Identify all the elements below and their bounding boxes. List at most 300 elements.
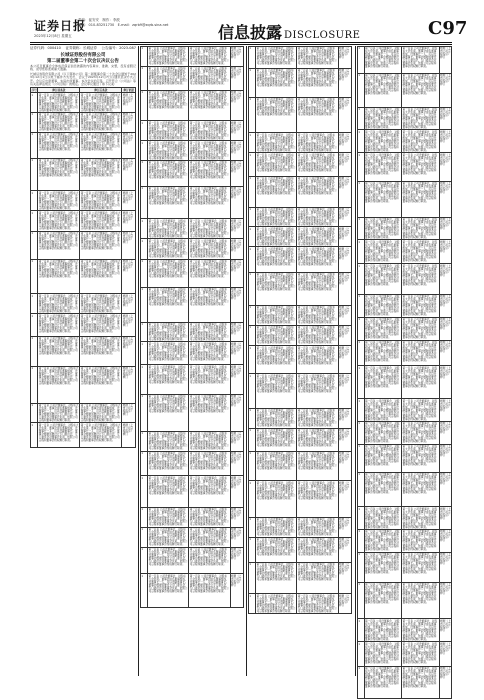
- table-row: [249, 346, 352, 374]
- column-3: [248, 46, 352, 686]
- after-cell: 第一百条 公司设董事会，对股东大会负责。董事会由名董事组成，设董事长一人，可以设副董事长。董事会根据需要设立专门委员会，专门委员会对董事会负责，依照公司章程和董事会授权履行职责。: [297, 325, 337, 344]
- row-number-cell: 1: [141, 66, 148, 90]
- after-cell: 第一百条 公司设董事会，对股东大会负责。董事会由名董事组成，设董事长一人，可以设副董事长。董事会根据需要设立专门委员会，专门委员会对董事会负责，依照公司章程和董事会授权履行职责。: [189, 219, 229, 238]
- table-row: [358, 552, 452, 582]
- basis-cell: 根据《上市公司章程指引》修订: [439, 264, 451, 295]
- stock-info: 证券代码：000410 证券简称：长城证券 公告编号：2023-087: [30, 46, 136, 50]
- after-cell: 第一百条 公司设董事会，对股东大会负责。董事会由名董事组成，设董事长一人，可以设副董事长。董事会根据需要设立专门委员会，专门委员会对董事会负责，依照公司章程和董事会授权履行职责。: [402, 642, 440, 667]
- after-cell: 第一百条 公司设董事会，对股东大会负责。董事会由名董事组成，设董事长一人，可以设副董事长。董事会根据需要设立专门委员会，专门委员会对董事会负责，依照公司章程和董事会授权履行职责。: [402, 295, 440, 318]
- after-cell: 第一百条 公司设董事会，对股东大会负责。董事会由名董事组成，设董事长一人，可以设副董事长。董事会根据需要设立专门委员会，专门委员会对董事会负责，依照公司章程和董事会授权履行职责。: [297, 428, 338, 451]
- table-row: [249, 451, 352, 481]
- basis-cell: 根据《上市公司章程指引》修订: [338, 325, 351, 346]
- header-rule: [30, 42, 452, 43]
- row-number-cell: 1: [31, 191, 38, 211]
- table-row: [358, 472, 452, 507]
- before-cell: 第一百条 公司设董事会，对股东大会负责。董事会由名董事组成，设董事长一人，可以设副董事长。董事会根据需要设立专门委员会，专门委员会对董事会负责，依照公司章程和董事会授权履行职责。: [364, 240, 402, 264]
- after-cell: 第一百条 公司设董事会，对股东大会负责。董事会由名董事组成，设董事长一人，可以设副董事长。董事会根据需要设立专门委员会，专门委员会对董事会负责，依照公司章程和董事会授权履行职责。: [189, 141, 229, 160]
- basis-cell: 根据《上市公司章程指引》修订: [439, 73, 451, 107]
- table-row: [249, 325, 352, 346]
- basis-cell: 根据《上市公司章程指引》修订: [338, 97, 351, 133]
- column-4: [357, 46, 452, 689]
- basis-cell: 根据《上市公司章程指引》修订: [230, 547, 243, 574]
- basis-cell: 根据《上市公司章程指引》修订: [230, 160, 243, 186]
- col-header-before: 修订前条款: [38, 88, 80, 93]
- row-number-cell: 1: [249, 207, 256, 227]
- after-cell: 第一百条 公司设董事会，对股东大会负责。董事会由名董事组成，设董事长一人，可以设副董事长。董事会根据需要设立专门委员会，专门委员会对董事会负责，依照公司章程和董事会授权履行职责。: [402, 153, 440, 182]
- col-header-after: 修订后条款: [80, 88, 122, 93]
- row-number-cell: 1: [249, 325, 256, 346]
- before-cell: 第一百条 公司设董事会，对股东大会负责。董事会由名董事组成，设董事长一人，可以设副董事长。董事会根据需要设立专门委员会，专门委员会对董事会负责，依照公司章程和董事会授权履行职责。: [364, 107, 402, 130]
- after-cell: 第一百条 公司设董事会，对股东大会负责。董事会由名董事组成，设董事长一人，可以设副董事长。董事会根据需要设立专门委员会，专门委员会对董事会负责，依照公司章程和董事会授权履行职责。: [80, 132, 122, 158]
- row-number-cell: 1: [141, 141, 148, 161]
- table-row: [31, 423, 136, 448]
- basis-cell: 根据《上市公司章程指引》修订: [122, 294, 136, 314]
- after-cell: 第一百条 公司设董事会，对股东大会负责。董事会由名董事组成，设董事长一人，可以设副董事长。董事会根据需要设立专门委员会，专门委员会对董事会负责，依照公司章程和董事会授权履行职责。: [297, 47, 338, 69]
- row-number-cell: 1: [249, 562, 256, 594]
- before-cell: 第一百条 公司设董事会，对股东大会负责。董事会由名董事组成，设董事长一人，可以设副董事长。董事会根据需要设立专门委员会，专门委员会对董事会负责，依照公司章程和董事会授权履行职责。: [256, 518, 296, 537]
- table-row: [358, 619, 452, 642]
- table-row: [141, 322, 244, 342]
- table-row: [141, 394, 244, 431]
- basis-cell: 根据《上市公司章程指引》修订: [122, 158, 136, 191]
- before-cell: 第一百条 公司设董事会，对股东大会负责。董事会由名董事组成，设董事长一人，可以设副董事长。董事会根据需要设立专门委员会，专门委员会对董事会负责，依照公司章程和董事会授权履行职责。: [256, 481, 297, 518]
- basis-cell: 根据《上市公司章程指引》修订: [338, 47, 351, 69]
- row-number-cell: 1: [249, 305, 256, 325]
- row-number-cell: 1: [249, 537, 256, 562]
- after-cell: 第一百条 公司设董事会，对股东大会负责。董事会由名董事组成，设董事长一人，可以设副董事长。董事会根据需要设立专门委员会，专门委员会对董事会负责，依照公司章程和董事会授权履行职责。: [80, 337, 122, 367]
- table-row: [249, 273, 352, 306]
- before-cell: 第一百条 公司设董事会，对股东大会负责。董事会由名董事组成，设董事长一人，可以设副董事长。董事会根据需要设立专门委员会，专门委员会对董事会负责，依照公司章程和董事会授权履行职责。: [364, 421, 402, 444]
- after-cell: 第一百条 公司设董事会，对股东大会负责。董事会由名董事组成，设董事长一人，可以设副董事长。董事会根据需要设立专门委员会，专门委员会对董事会负责，依照公司章程和董事会授权履行职责。: [297, 208, 337, 227]
- after-cell: 第一百条 公司设董事会，对股东大会负责。董事会由名董事组成，设董事长一人，可以设副董事长。董事会根据需要设立专门委员会，专门委员会对董事会负责，依照公司章程和董事会授权履行职责。: [80, 259, 122, 294]
- row-number-cell: 1: [249, 594, 256, 614]
- row-number-cell: 1: [249, 408, 256, 428]
- row-number-cell: 1: [358, 421, 365, 444]
- row-number-cell: 1: [249, 451, 256, 481]
- before-cell: 第一百条 公司设董事会，对股东大会负责。董事会由名董事组成，设董事长一人，可以设副董事长。董事会根据需要设立专门委员会，专门委员会对董事会负责，依照公司章程和董事会授权履行职责。: [256, 68, 297, 97]
- before-cell: 第一百条 公司设董事会，对股东大会负责。董事会由名董事组成，设董事长一人，可以设副董事长。董事会根据需要设立专门委员会，专门委员会对董事会负责，依照公司章程和董事会授权履行职责。: [148, 121, 188, 140]
- table-row: [31, 211, 136, 232]
- before-cell: 第一百条 公司设董事会，对股东大会负责。董事会由名董事组成，设董事长一人，可以设副董事长。董事会根据需要设立专门委员会，专门委员会对董事会负责，依照公司章程和董事会授权履行职责。: [364, 507, 402, 530]
- after-cell: 第一百条 公司设董事会，对股东大会负责。董事会由名董事组成，设董事长一人，可以设副董事长。董事会根据需要设立专门委员会，专门委员会对董事会负责，依照公司章程和董事会授权履行职责。: [189, 394, 230, 431]
- after-cell: 第一百条 公司设董事会，对股东大会负责。董事会由名董事组成，设董事长一人，可以设副董事长。董事会根据需要设立专门委员会，专门委员会对董事会负责，依照公司章程和董事会授权履行职责。: [297, 227, 337, 246]
- editor-info: [78, 18, 168, 28]
- basis-cell: 根据《上市公司章程指引》修订: [230, 322, 243, 342]
- table-row: [31, 337, 136, 367]
- basis-cell: 根据《上市公司章程指引》修订: [230, 141, 243, 161]
- table-row: [249, 227, 352, 247]
- basis-cell: 根据《上市公司章程指引》修订: [230, 219, 243, 239]
- basis-cell: 根据《上市公司章程指引》修订: [338, 227, 351, 247]
- basis-cell: 根据《上市公司章程指引》修订: [338, 176, 351, 207]
- basis-cell: 根据《上市公司章程指引》修订: [439, 582, 451, 619]
- after-cell: 第一百条 公司设董事会，对股东大会负责。董事会由名董事组成，设董事长一人，可以设副董事长。董事会根据需要设立专门委员会，专门委员会对董事会负责，依照公司章程和董事会授权履行职责。: [297, 68, 338, 97]
- basis-cell: 根据《上市公司章程指引》修订: [230, 260, 243, 288]
- before-cell: 第一百条 公司设董事会，对股东大会负责。董事会由名董事组成，设董事长一人，可以设副董事长。董事会根据需要设立专门委员会，专门委员会对董事会负责，依照公司章程和董事会授权履行职责。: [38, 403, 79, 422]
- basis-cell: 根据《上市公司章程指引》修订: [230, 451, 243, 476]
- table-row: [31, 93, 136, 113]
- before-cell: 第一百条 公司设董事会，对股东大会负责。董事会由名董事组成，设董事长一人，可以设副董事长。董事会根据需要设立专门委员会，专门委员会对董事会负责，依照公司章程和董事会授权履行职责。: [256, 97, 297, 133]
- row-number-cell: 1: [358, 642, 365, 667]
- after-cell: 第一百条 公司设董事会，对股东大会负责。董事会由名董事组成，设董事长一人，可以设副董事长。董事会根据需要设立专门委员会，专门委员会对董事会负责，依照公司章程和董事会授权履行职责。: [189, 186, 230, 219]
- before-cell: 第一百条 公司设董事会，对股东大会负责。董事会由名董事组成，设董事长一人，可以设副董事长。董事会根据需要设立专门委员会，专门委员会对董事会负责，依照公司章程和董事会授权履行职责。: [364, 340, 402, 366]
- before-cell: 第一百条 公司设董事会，对股东大会负责。董事会由名董事组成，设董事长一人，可以设副董事长。董事会根据需要设立专门委员会，专门委员会对董事会负责，依照公司章程和董事会授权履行职责。: [148, 239, 188, 258]
- basis-cell: 根据《上市公司章程指引》修订: [338, 451, 351, 481]
- table-row: [141, 160, 244, 186]
- after-cell: 第一百条 公司设董事会，对股东大会负责。董事会由名董事组成，设董事长一人，可以设副董事长。董事会根据需要设立专门委员会，专门委员会对董事会负责，依照公司章程和董事会授权履行职责。: [402, 552, 440, 582]
- row-number-cell: 1: [141, 365, 148, 395]
- table-row: [141, 574, 244, 608]
- row-number-cell: 1: [141, 476, 148, 508]
- after-cell: 第一百条 公司设董事会，对股东大会负责。董事会由名董事组成，设董事长一人，可以设副董事长。董事会根据需要设立专门委员会，专门委员会对董事会负责，依照公司章程和董事会授权履行职责。: [402, 107, 440, 130]
- notice-intro: 本公司及董事会全体成员保证信息披露的内容真实、准确、完整，没有虚假记载、误导性陈述或重大遗漏。: [30, 64, 136, 72]
- row-number-cell: 1: [31, 366, 38, 403]
- table-row: [141, 186, 244, 219]
- table-row: [358, 295, 452, 318]
- after-cell: 第一百条 公司设董事会，对股东大会负责。董事会由名董事组成，设董事长一人，可以设副董事长。董事会根据需要设立专门委员会，专门委员会对董事会负责，依照公司章程和董事会授权履行职责。: [189, 322, 229, 341]
- after-cell: 第一百条 公司设董事会，对股东大会负责。董事会由名董事组成，设董事长一人，可以设副董事长。董事会根据需要设立专门委员会，专门委员会对董事会负责，依照公司章程和董事会授权履行职责。: [80, 93, 121, 112]
- after-cell: 第一百条 公司设董事会，对股东大会负责。董事会由名董事组成，设董事长一人，可以设副董事长。董事会根据需要设立专门委员会，专门委员会对董事会负责，依照公司章程和董事会授权履行职责。: [297, 346, 338, 374]
- after-cell: 第一百条 公司设董事会，对股东大会负责。董事会由名董事组成，设董事长一人，可以设副董事长。董事会根据需要设立专门委员会，专门委员会对董事会负责，依照公司章程和董事会授权履行职责。: [189, 574, 230, 608]
- table-row: [358, 240, 452, 264]
- basis-cell: 根据《上市公司章程指引》修订: [439, 130, 451, 153]
- before-cell: 第一百条 公司设董事会，对股东大会负责。董事会由名董事组成，设董事长一人，可以设副董事长。董事会根据需要设立专门委员会，专门委员会对董事会负责，依照公司章程和董事会授权履行职责。: [256, 325, 296, 344]
- table-body: [249, 47, 352, 614]
- row-number-cell: 1: [249, 273, 256, 306]
- before-cell: 第一百条 公司设董事会，对股东大会负责。董事会由名董事组成，设董事长一人，可以设副董事长。董事会根据需要设立专门委员会，专门委员会对董事会负责，依照公司章程和董事会授权履行职责。: [364, 619, 402, 642]
- table-body: [358, 47, 452, 699]
- before-cell: 第一百条 公司设董事会，对股东大会负责。董事会由名董事组成，设董事长一人，可以设副董事长。董事会根据需要设立专门委员会，专门委员会对董事会负责，依照公司章程和董事会授权履行职责。: [364, 582, 402, 619]
- basis-cell: 根据《上市公司章程指引》修订: [230, 476, 243, 508]
- before-cell: 第一百条 公司设董事会，对股东大会负责。董事会由名董事组成，设董事长一人，可以设副董事长。董事会根据需要设立专门委员会，专门委员会对董事会负责，依照公司章程和董事会授权履行职责。: [256, 594, 296, 613]
- basis-cell: 根据《上市公司章程指引》修订: [338, 153, 351, 177]
- after-cell: 第一百条 公司设董事会，对股东大会负责。董事会由名董事组成，设董事长一人，可以设副董事长。董事会根据需要设立专门委员会，专门委员会对董事会负责，依照公司章程和董事会授权履行职责。: [189, 287, 230, 322]
- basis-cell: 根据《上市公司章程指引》修订: [122, 403, 136, 423]
- basis-cell: 根据《上市公司章程指引》修订: [439, 472, 451, 507]
- row-number-cell: 1: [358, 317, 365, 340]
- after-cell: 第一百条 公司设董事会，对股东大会负责。董事会由名董事组成，设董事长一人，可以设副董事长。董事会根据需要设立专门委员会，专门委员会对董事会负责，依照公司章程和董事会授权履行职责。: [80, 211, 121, 230]
- after-cell: 第一百条 公司设董事会，对股东大会负责。董事会由名董事组成，设董事长一人，可以设副董事长。董事会根据需要设立专门委员会，专门委员会对董事会负责，依照公司章程和董事会授权履行职责。: [297, 481, 338, 518]
- after-cell: 第一百条 公司设董事会，对股东大会负责。董事会由名董事组成，设董事长一人，可以设副董事长。董事会根据需要设立专门委员会，专门委员会对董事会负责，依照公司章程和董事会授权履行职责。: [189, 66, 230, 90]
- basis-cell: 根据《上市公司章程指引》修订: [439, 507, 451, 530]
- table-row: [141, 547, 244, 574]
- before-cell: 第一百条 公司设董事会，对股东大会负责。董事会由名董事组成，设董事长一人，可以设副董事长。董事会根据需要设立专门委员会，专门委员会对董事会负责，依照公司章程和董事会授权履行职责。: [364, 181, 402, 217]
- before-cell: 第一百条 公司设董事会，对股东大会负责。董事会由名董事组成，设董事长一人，可以设副董事长。董事会根据需要设立专门委员会，专门委员会对董事会负责，依照公司章程和董事会授权履行职责。: [148, 160, 189, 186]
- after-cell: 第一百条 公司设董事会，对股东大会负责。董事会由名董事组成，设董事长一人，可以设副董事长。董事会根据需要设立专门委员会，专门委员会对董事会负责，依照公司章程和董事会授权履行职责。: [189, 239, 229, 258]
- basis-cell: 根据《上市公司章程指引》修订: [122, 191, 136, 211]
- table-row: [249, 594, 352, 614]
- row-number-cell: 1: [249, 518, 256, 538]
- row-number-cell: 1: [249, 133, 256, 153]
- basis-cell: 根据《上市公司章程指引》修订: [230, 508, 243, 528]
- before-cell: 第一百条 公司设董事会，对股东大会负责。董事会由名董事组成，设董事长一人，可以设副董事长。董事会根据需要设立专门委员会，专门委员会对董事会负责，依照公司章程和董事会授权履行职责。: [148, 574, 189, 608]
- after-cell: 第一百条 公司设董事会，对股东大会负责。董事会由名董事组成，设董事长一人，可以设副董事长。董事会根据需要设立专门委员会，专门委员会对董事会负责，依照公司章程和董事会授权履行职责。: [189, 342, 230, 365]
- after-cell: 第一百条 公司设董事会，对股东大会负责。董事会由名董事组成，设董事长一人，可以设副董事长。董事会根据需要设立专门委员会，专门委员会对董事会负责，依照公司章程和董事会授权履行职责。: [80, 403, 121, 422]
- after-cell: 第一百条 公司设董事会，对股东大会负责。董事会由名董事组成，设董事长一人，可以设副董事长。董事会根据需要设立专门委员会，专门委员会对董事会负责，依照公司章程和董事会授权履行职责。: [189, 432, 229, 451]
- after-cell: 第一百条 公司设董事会，对股东大会负责。董事会由名董事组成，设董事长一人，可以设副董事长。董事会根据需要设立专门委员会，专门委员会对董事会负责，依照公司章程和董事会授权履行职责。: [297, 97, 338, 133]
- basis-cell: 根据《上市公司章程指引》修订: [439, 47, 451, 74]
- before-cell: 第一百条 公司设董事会，对股东大会负责。董事会由名董事组成，设董事长一人，可以设副董事长。董事会根据需要设立专门委员会，专门委员会对董事会负责，依照公司章程和董事会授权履行职责。: [38, 294, 79, 313]
- row-number-cell: 1: [249, 47, 256, 69]
- table-row: [358, 73, 452, 107]
- after-cell: 第一百条 公司设董事会，对股东大会负责。董事会由名董事组成，设董事长一人，可以设副董事长。董事会根据需要设立专门委员会，专门委员会对董事会负责，依照公司章程和董事会授权履行职责。: [189, 476, 230, 508]
- before-cell: 第一百条 公司设董事会，对股东大会负责。董事会由名董事组成，设董事长一人，可以设副董事长。董事会根据需要设立专门委员会，专门委员会对董事会负责，依照公司章程和董事会授权履行职责。: [148, 219, 188, 238]
- after-cell: 第一百条 公司设董事会，对股东大会负责。董事会由名董事组成，设董事长一人，可以设副董事长。董事会根据需要设立专门委员会，专门委员会对董事会负责，依照公司章程和董事会授权履行职责。: [189, 547, 230, 574]
- before-cell: 第一百条 公司设董事会，对股东大会负责。董事会由名董事组成，设董事长一人，可以设副董事长。董事会根据需要设立专门委员会，专门委员会对董事会负责，依照公司章程和董事会授权履行职责。: [148, 365, 189, 395]
- table-row: [358, 642, 452, 667]
- masthead: [0, 0, 484, 46]
- before-cell: 第一百条 公司设董事会，对股东大会负责。董事会由名董事组成，设董事长一人，可以设副董事长。董事会根据需要设立专门委员会，专门委员会对董事会负责，依照公司章程和董事会授权履行职责。: [148, 66, 189, 90]
- row-number-cell: 1: [358, 507, 365, 530]
- after-cell: 第一百条 公司设董事会，对股东大会负责。董事会由名董事组成，设董事长一人，可以设副董事长。董事会根据需要设立专门委员会，专门委员会对董事会负责，依照公司章程和董事会授权履行职责。: [80, 191, 121, 210]
- before-cell: 第一百条 公司设董事会，对股东大会负责。董事会由名董事组成，设董事长一人，可以设副董事长。董事会根据需要设立专门委员会，专门委员会对董事会负责，依照公司章程和董事会授权履行职责。: [256, 227, 296, 246]
- table-row: [249, 133, 352, 153]
- row-number-cell: 1: [249, 481, 256, 518]
- before-cell: 第一百条 公司设董事会，对股东大会负责。董事会由名董事组成，设董事长一人，可以设副董事长。董事会根据需要设立专门委员会，专门委员会对董事会负责，依照公司章程和董事会授权履行职责。: [38, 132, 80, 158]
- before-cell: 第一百条 公司设董事会，对股东大会负责。董事会由名董事组成，设董事长一人，可以设副董事长。董事会根据需要设立专门委员会，专门委员会对董事会负责，依照公司章程和董事会授权履行职责。: [256, 247, 297, 273]
- after-cell: 第一百条 公司设董事会，对股东大会负责。董事会由名董事组成，设董事长一人，可以设副董事长。董事会根据需要设立专门委员会，专门委员会对董事会负责，依照公司章程和董事会授权履行职责。: [402, 666, 440, 698]
- before-cell: 第一百条 公司设董事会，对股东大会负责。董事会由名董事组成，设董事长一人，可以设副董事长。董事会根据需要设立专门委员会，专门委员会对董事会负责，依照公司章程和董事会授权履行职责。: [364, 73, 402, 107]
- before-cell: 第一百条 公司设董事会，对股东大会负责。董事会由名董事组成，设董事长一人，可以设副董事长。董事会根据需要设立专门委员会，专门委员会对董事会负责，依照公司章程和董事会授权履行职责。: [38, 211, 79, 230]
- before-cell: 第一百条 公司设董事会，对股东大会负责。董事会由名董事组成，设董事长一人，可以设副董事长。董事会根据需要设立专门委员会，专门委员会对董事会负责，依照公司章程和董事会授权履行职责。: [148, 547, 189, 574]
- table-row: [249, 562, 352, 594]
- basis-cell: 根据《上市公司章程指引》修订: [122, 423, 136, 448]
- basis-cell: 根据《上市公司章程指引》修订: [230, 342, 243, 365]
- row-number-cell: 1: [141, 239, 148, 260]
- basis-cell: 根据《上市公司章程指引》修订: [439, 444, 451, 472]
- before-cell: 第一百条 公司设董事会，对股东大会负责。董事会由名董事组成，设董事长一人，可以设副董事长。董事会根据需要设立专门委员会，专门委员会对董事会负责，依照公司章程和董事会授权履行职责。: [364, 530, 402, 553]
- row-number-cell: 1: [249, 247, 256, 273]
- before-cell: 第一百条 公司设董事会，对股东大会负责。董事会由名董事组成，设董事长一人，可以设副董事长。董事会根据需要设立专门委员会，专门委员会对董事会负责，依照公司章程和董事会授权履行职责。: [364, 217, 402, 240]
- table-row: [358, 47, 452, 74]
- editor-line: 责编：崔安安 制作：李波: [78, 18, 120, 22]
- basis-cell: 根据《上市公司章程指引》修订: [338, 247, 351, 273]
- company-name: 长城证券股份有限公司: [60, 53, 106, 58]
- row-number-cell: 1: [141, 47, 148, 67]
- table-row: [358, 399, 452, 422]
- after-cell: 第一百条 公司设董事会，对股东大会负责。董事会由名董事组成，设董事长一人，可以设副董事长。董事会根据需要设立专门委员会，专门委员会对董事会负责，依照公司章程和董事会授权履行职责。: [297, 306, 337, 325]
- row-number-cell: 1: [141, 219, 148, 239]
- before-cell: 第一百条 公司设董事会，对股东大会负责。董事会由名董事组成，设董事长一人，可以设副董事长。董事会根据需要设立专门委员会，专门委员会对董事会负责，依照公司章程和董事会授权履行职责。: [256, 562, 297, 594]
- basis-cell: 根据《上市公司章程指引》修订: [439, 317, 451, 340]
- table-row: [358, 153, 452, 182]
- after-cell: 第一百条 公司设董事会，对股东大会负责。董事会由名董事组成，设董事长一人，可以设副董事长。董事会根据需要设立专门委员会，专门委员会对董事会负责，依照公司章程和董事会授权履行职责。: [402, 507, 440, 530]
- table-row: [249, 305, 352, 325]
- after-cell: 第一百条 公司设董事会，对股东大会负责。董事会由名董事组成，设董事长一人，可以设副董事长。董事会根据需要设立专门委员会，专门委员会对董事会负责，依照公司章程和董事会授权履行职责。: [297, 247, 338, 273]
- after-cell: 第一百条 公司设董事会，对股东大会负责。董事会由名董事组成，设董事长一人，可以设副董事长。董事会根据需要设立专门委员会，专门委员会对董事会负责，依照公司章程和董事会授权履行职责。: [189, 451, 230, 476]
- header-rule-thin: [30, 44, 452, 45]
- row-number-cell: 1: [358, 107, 365, 130]
- basis-cell: 根据《上市公司章程指引》修订: [230, 47, 243, 67]
- after-cell: 第一百条 公司设董事会，对股东大会负责。董事会由名董事组成，设董事长一人，可以设副董事长。董事会根据需要设立专门委员会，专门委员会对董事会负责，依照公司章程和董事会授权履行职责。: [402, 73, 440, 107]
- basis-cell: 根据《上市公司章程指引》修订: [122, 132, 136, 158]
- row-number-cell: 1: [358, 73, 365, 107]
- after-cell: 第一百条 公司设董事会，对股东大会负责。董事会由名董事组成，设董事长一人，可以设副董事长。董事会根据需要设立专门委员会，专门委员会对董事会负责，依照公司章程和董事会授权履行职责。: [402, 421, 440, 444]
- after-cell: 第一百条 公司设董事会，对股东大会负责。董事会由名董事组成，设董事长一人，可以设副董事长。董事会根据需要设立专门委员会，专门委员会对董事会负责，依照公司章程和董事会授权履行职责。: [402, 317, 440, 340]
- table-row: [249, 518, 352, 538]
- table-row: [141, 47, 244, 67]
- row-number-cell: 1: [31, 314, 38, 337]
- after-cell: 第一百条 公司设董事会，对股东大会负责。董事会由名董事组成，设董事长一人，可以设副董事长。董事会根据需要设立专门委员会，专门委员会对董事会负责，依照公司章程和董事会授权履行职责。: [402, 130, 440, 153]
- before-cell: 第一百条 公司设董事会，对股东大会负责。董事会由名董事组成，设董事长一人，可以设副董事长。董事会根据需要设立专门委员会，专门委员会对董事会负责，依照公司章程和董事会授权履行职责。: [148, 476, 189, 508]
- basis-cell: 根据《上市公司章程指引》修订: [439, 642, 451, 667]
- row-number-cell: 1: [358, 399, 365, 422]
- after-cell: 第一百条 公司设董事会，对股东大会负责。董事会由名董事组成，设董事长一人，可以设副董事长。董事会根据需要设立专门委员会，专门委员会对董事会负责，依照公司章程和董事会授权履行职责。: [402, 217, 440, 240]
- table-row: [31, 231, 136, 259]
- basis-cell: 根据《上市公司章程指引》修订: [122, 231, 136, 259]
- row-number-cell: 1: [31, 403, 38, 423]
- basis-cell: 根据《上市公司章程指引》修订: [338, 537, 351, 562]
- table-row: [31, 113, 136, 133]
- row-number-cell: 1: [358, 130, 365, 153]
- table-row: [141, 508, 244, 528]
- row-number-cell: 1: [31, 231, 38, 259]
- before-cell: 第一百条 公司设董事会，对股东大会负责。董事会由名董事组成，设董事长一人，可以设副董事长。董事会根据需要设立专门委员会，专门委员会对董事会负责，依照公司章程和董事会授权履行职责。: [364, 153, 402, 182]
- row-number-cell: 1: [141, 322, 148, 342]
- basis-cell: 根据《上市公司章程指引》修订: [230, 574, 243, 608]
- after-cell: 第一百条 公司设董事会，对股东大会负责。董事会由名董事组成，设董事长一人，可以设副董事长。董事会根据需要设立专门委员会，专门委员会对董事会负责，依照公司章程和董事会授权履行职责。: [297, 537, 338, 562]
- row-number-cell: 1: [31, 423, 38, 448]
- row-number-cell: 1: [358, 530, 365, 553]
- basis-cell: 根据《上市公司章程指引》修订: [338, 428, 351, 451]
- before-cell: 第一百条 公司设董事会，对股东大会负责。董事会由名董事组成，设董事长一人，可以设副董事长。董事会根据需要设立专门委员会，专门委员会对董事会负责，依照公司章程和董事会授权履行职责。: [38, 113, 79, 132]
- basis-cell: 根据《上市公司章程指引》修订: [439, 421, 451, 444]
- row-number-cell: 1: [31, 211, 38, 232]
- row-number-cell: 1: [141, 260, 148, 288]
- table-row: [358, 366, 452, 399]
- table-row: [249, 97, 352, 133]
- row-number-cell: 1: [141, 186, 148, 219]
- newspaper-logo: 证券日报: [34, 19, 87, 33]
- after-cell: 第一百条 公司设董事会，对股东大会负责。董事会由名董事组成，设董事长一人，可以设副董事长。董事会根据需要设立专门委员会，专门委员会对董事会负责，依照公司章程和董事会授权履行职责。: [297, 409, 337, 428]
- notice-body: 长城证券股份有限公司（以下简称公司）第二届董事会第二十次会议通知于2023年12月1日以电子邮件方式发出，会议于2023年12月7日以通讯表决方式召开。会议应出席董事，实际出席董事。本次会议的召集、召开符合《公司法》等有关法律法规及《公司章程》的规定。会议审议通过了如下议案：: [30, 71, 136, 87]
- after-cell: 第一百条 公司设董事会，对股东大会负责。董事会由名董事组成，设董事长一人，可以设副董事长。董事会根据需要设立专门委员会，专门委员会对董事会负责，依照公司章程和董事会授权履行职责。: [297, 594, 337, 613]
- before-cell: 第一百条 公司设董事会，对股东大会负责。董事会由名董事组成，设董事长一人，可以设副董事长。董事会根据需要设立专门委员会，专门委员会对董事会负责，依照公司章程和董事会授权履行职责。: [364, 642, 402, 667]
- before-cell: 第一百条 公司设董事会，对股东大会负责。董事会由名董事组成，设董事长一人，可以设副董事长。董事会根据需要设立专门委员会，专门委员会对董事会负责，依照公司章程和董事会授权履行职责。: [148, 394, 189, 431]
- after-cell: 第一百条 公司设董事会，对股东大会负责。董事会由名董事组成，设董事长一人，可以设副董事长。董事会根据需要设立专门委员会，专门委员会对董事会负责，依照公司章程和董事会授权履行职责。: [402, 530, 440, 553]
- before-cell: 第一百条 公司设董事会，对股东大会负责。董事会由名董事组成，设董事长一人，可以设副董事长。董事会根据需要设立专门委员会，专门委员会对董事会负责，依照公司章程和董事会授权履行职责。: [148, 90, 189, 121]
- before-cell: 第一百条 公司设董事会，对股东大会负责。董事会由名董事组成，设董事长一人，可以设副董事长。董事会根据需要设立专门委员会，专门委员会对董事会负责，依照公司章程和董事会授权履行职责。: [38, 231, 80, 259]
- after-cell: 第一百条 公司设董事会，对股东大会负责。董事会由名董事组成，设董事长一人，可以设副董事长。董事会根据需要设立专门委员会，专门委员会对董事会负责，依照公司章程和董事会授权履行职责。: [189, 160, 230, 186]
- basis-cell: 根据《上市公司章程指引》修订: [439, 366, 451, 399]
- row-number-cell: 1: [31, 259, 38, 294]
- basis-cell: 根据《上市公司章程指引》修订: [230, 394, 243, 431]
- before-cell: 第一百条 公司设董事会，对股东大会负责。董事会由名董事组成，设董事长一人，可以设副董事长。董事会根据需要设立专门委员会，专门委员会对董事会负责，依照公司章程和董事会授权履行职责。: [38, 158, 80, 191]
- after-cell: 第一百条 公司设董事会，对股东大会负责。董事会由名董事组成，设董事长一人，可以设副董事长。董事会根据需要设立专门委员会，专门委员会对董事会负责，依照公司章程和董事会授权履行职责。: [80, 314, 122, 337]
- table-row: [141, 239, 244, 260]
- row-number-cell: 1: [358, 240, 365, 264]
- after-cell: 第一百条 公司设董事会，对股东大会负责。董事会由名董事组成，设董事长一人，可以设副董事长。董事会根据需要设立专门委员会，专门委员会对董事会负责，依照公司章程和董事会授权履行职责。: [80, 366, 122, 403]
- amendment-table: [357, 46, 452, 699]
- before-cell: 第一百条 公司设董事会，对股东大会负责。董事会由名董事组成，设董事长一人，可以设副董事长。董事会根据需要设立专门委员会，专门委员会对董事会负责，依照公司章程和董事会授权履行职责。: [256, 208, 296, 227]
- row-number-cell: 1: [31, 337, 38, 367]
- row-number-cell: 1: [358, 472, 365, 507]
- table-row: [141, 476, 244, 508]
- before-cell: 第一百条 公司设董事会，对股东大会负责。董事会由名董事组成，设董事长一人，可以设副董事长。董事会根据需要设立专门委员会，专门委员会对董事会负责，依照公司章程和董事会授权履行职责。: [256, 176, 297, 207]
- table-row: [358, 130, 452, 153]
- table-row: [249, 374, 352, 409]
- table-row: [249, 408, 352, 428]
- basis-cell: 根据《上市公司章程指引》修订: [122, 211, 136, 232]
- before-cell: 第一百条 公司设董事会，对股东大会负责。董事会由名董事组成，设董事长一人，可以设副董事长。董事会根据需要设立专门委员会，专门委员会对董事会负责，依照公司章程和董事会授权履行职责。: [256, 47, 297, 69]
- table-row: [249, 68, 352, 97]
- after-cell: 第一百条 公司设董事会，对股东大会负责。董事会由名董事组成，设董事长一人，可以设副董事长。董事会根据需要设立专门委员会，专门委员会对董事会负责，依照公司章程和董事会授权履行职责。: [297, 133, 337, 152]
- before-cell: 第一百条 公司设董事会，对股东大会负责。董事会由名董事组成，设董事长一人，可以设副董事长。董事会根据需要设立专门委员会，专门委员会对董事会负责，依照公司章程和董事会授权履行职责。: [364, 666, 402, 698]
- basis-cell: 根据《上市公司章程指引》修订: [230, 66, 243, 90]
- notice-header: [30, 46, 136, 64]
- table-row: [249, 247, 352, 273]
- amendment-table: [30, 87, 136, 448]
- before-cell: 第一百条 公司设董事会，对股东大会负责。董事会由名董事组成，设董事长一人，可以设副董事长。董事会根据需要设立专门委员会，专门委员会对董事会负责，依照公司章程和董事会授权履行职责。: [364, 552, 402, 582]
- after-cell: 第一百条 公司设董事会，对股东大会负责。董事会由名董事组成，设董事长一人，可以设副董事长。董事会根据需要设立专门委员会，专门委员会对董事会负责，依照公司章程和董事会授权履行职责。: [297, 176, 338, 207]
- basis-cell: 根据《上市公司章程指引》修订: [439, 530, 451, 553]
- row-number-cell: 1: [358, 582, 365, 619]
- basis-cell: 根据《上市公司章程指引》修订: [439, 399, 451, 422]
- table-row: [141, 141, 244, 161]
- after-cell: 第一百条 公司设董事会，对股东大会负责。董事会由名董事组成，设董事长一人，可以设副董事长。董事会根据需要设立专门委员会，专门委员会对董事会负责，依照公司章程和董事会授权履行职责。: [297, 153, 338, 177]
- row-number-cell: 1: [249, 97, 256, 133]
- before-cell: 第一百条 公司设董事会，对股东大会负责。董事会由名董事组成，设董事长一人，可以设副董事长。董事会根据需要设立专门委员会，专门委员会对董事会负责，依照公司章程和董事会授权履行职责。: [148, 260, 189, 288]
- before-cell: 第一百条 公司设董事会，对股东大会负责。董事会由名董事组成，设董事长一人，可以设副董事长。董事会根据需要设立专门委员会，专门委员会对董事会负责，依照公司章程和董事会授权履行职责。: [364, 130, 402, 153]
- row-number-cell: 1: [141, 287, 148, 322]
- table-row: [358, 421, 452, 444]
- after-cell: 第一百条 公司设董事会，对股东大会负责。董事会由名董事组成，设董事长一人，可以设副董事长。董事会根据需要设立专门委员会，专门委员会对董事会负责，依照公司章程和董事会授权履行职责。: [80, 423, 122, 448]
- row-number-cell: 1: [141, 547, 148, 574]
- table-row: [249, 153, 352, 177]
- basis-cell: 根据《上市公司章程指引》修订: [338, 346, 351, 374]
- issue-date: 2023年12月8日 星期五: [34, 34, 72, 38]
- basis-cell: 根据《上市公司章程指引》修订: [338, 594, 351, 614]
- after-cell: 第一百条 公司设董事会，对股东大会负责。董事会由名董事组成，设董事长一人，可以设副董事长。董事会根据需要设立专门委员会，专门委员会对董事会负责，依照公司章程和董事会授权履行职责。: [189, 90, 230, 121]
- row-number-cell: 1: [31, 132, 38, 158]
- before-cell: 第一百条 公司设董事会，对股东大会负责。董事会由名董事组成，设董事长一人，可以设副董事长。董事会根据需要设立专门委员会，专门委员会对董事会负责，依照公司章程和董事会授权履行职责。: [256, 273, 297, 306]
- before-cell: 第一百条 公司设董事会，对股东大会负责。董事会由名董事组成，设董事长一人，可以设副董事长。董事会根据需要设立专门委员会，专门委员会对董事会负责，依照公司章程和董事会授权履行职责。: [256, 346, 297, 374]
- row-number-cell: 1: [358, 666, 365, 698]
- table-row: [249, 176, 352, 207]
- after-cell: 第一百条 公司设董事会，对股东大会负责。董事会由名董事组成，设董事长一人，可以设副董事长。董事会根据需要设立专门委员会，专门委员会对董事会负责，依照公司章程和董事会授权履行职责。: [402, 181, 440, 217]
- basis-cell: 根据《上市公司章程指引》修订: [338, 481, 351, 518]
- table-row: [249, 47, 352, 69]
- row-number-cell: 1: [358, 295, 365, 318]
- table-row: [31, 294, 136, 314]
- row-number-cell: 1: [249, 68, 256, 97]
- before-cell: 第一百条 公司设董事会，对股东大会负责。董事会由名董事组成，设董事长一人，可以设副董事长。董事会根据需要设立专门委员会，专门委员会对董事会负责，依照公司章程和董事会授权履行职责。: [148, 47, 188, 66]
- before-cell: 第一百条 公司设董事会，对股东大会负责。董事会由名董事组成，设董事长一人，可以设副董事长。董事会根据需要设立专门委员会，专门委员会对董事会负责，依照公司章程和董事会授权履行职责。: [364, 264, 402, 295]
- before-cell: 第一百条 公司设董事会，对股东大会负责。董事会由名董事组成，设董事长一人，可以设副董事长。董事会根据需要设立专门委员会，专门委员会对董事会负责，依照公司章程和董事会授权履行职责。: [148, 508, 188, 527]
- table-row: [141, 431, 244, 451]
- row-number-cell: 1: [358, 181, 365, 217]
- basis-cell: 根据《上市公司章程指引》修订: [338, 305, 351, 325]
- basis-cell: 根据《上市公司章程指引》修订: [230, 365, 243, 395]
- row-number-cell: 1: [358, 47, 365, 74]
- table-row: [249, 428, 352, 451]
- table-row: [31, 314, 136, 337]
- table-row: [31, 132, 136, 158]
- before-cell: 第一百条 公司设董事会，对股东大会负责。董事会由名董事组成，设董事长一人，可以设副董事长。董事会根据需要设立专门委员会，专门委员会对董事会负责，依照公司章程和董事会授权履行职责。: [364, 317, 402, 340]
- table-row: [358, 582, 452, 619]
- row-number-cell: 1: [358, 366, 365, 399]
- row-number-cell: 1: [31, 158, 38, 191]
- basis-cell: 根据《上市公司章程指引》修订: [439, 619, 451, 642]
- after-cell: 第一百条 公司设董事会，对股东大会负责。董事会由名董事组成，设董事长一人，可以设副董事长。董事会根据需要设立专门委员会，专门委员会对董事会负责，依照公司章程和董事会授权履行职责。: [80, 231, 122, 259]
- row-number-cell: 1: [141, 90, 148, 121]
- basis-cell: 根据《上市公司章程指引》修订: [122, 259, 136, 294]
- basis-cell: 根据《上市公司章程指引》修订: [338, 68, 351, 97]
- table-row: [358, 530, 452, 553]
- table-row: [141, 451, 244, 476]
- row-number-cell: 1: [141, 121, 148, 141]
- before-cell: 第一百条 公司设董事会，对股东大会负责。董事会由名董事组成，设董事长一人，可以设副董事长。董事会根据需要设立专门委员会，专门委员会对董事会负责，依照公司章程和董事会授权履行职责。: [148, 322, 188, 341]
